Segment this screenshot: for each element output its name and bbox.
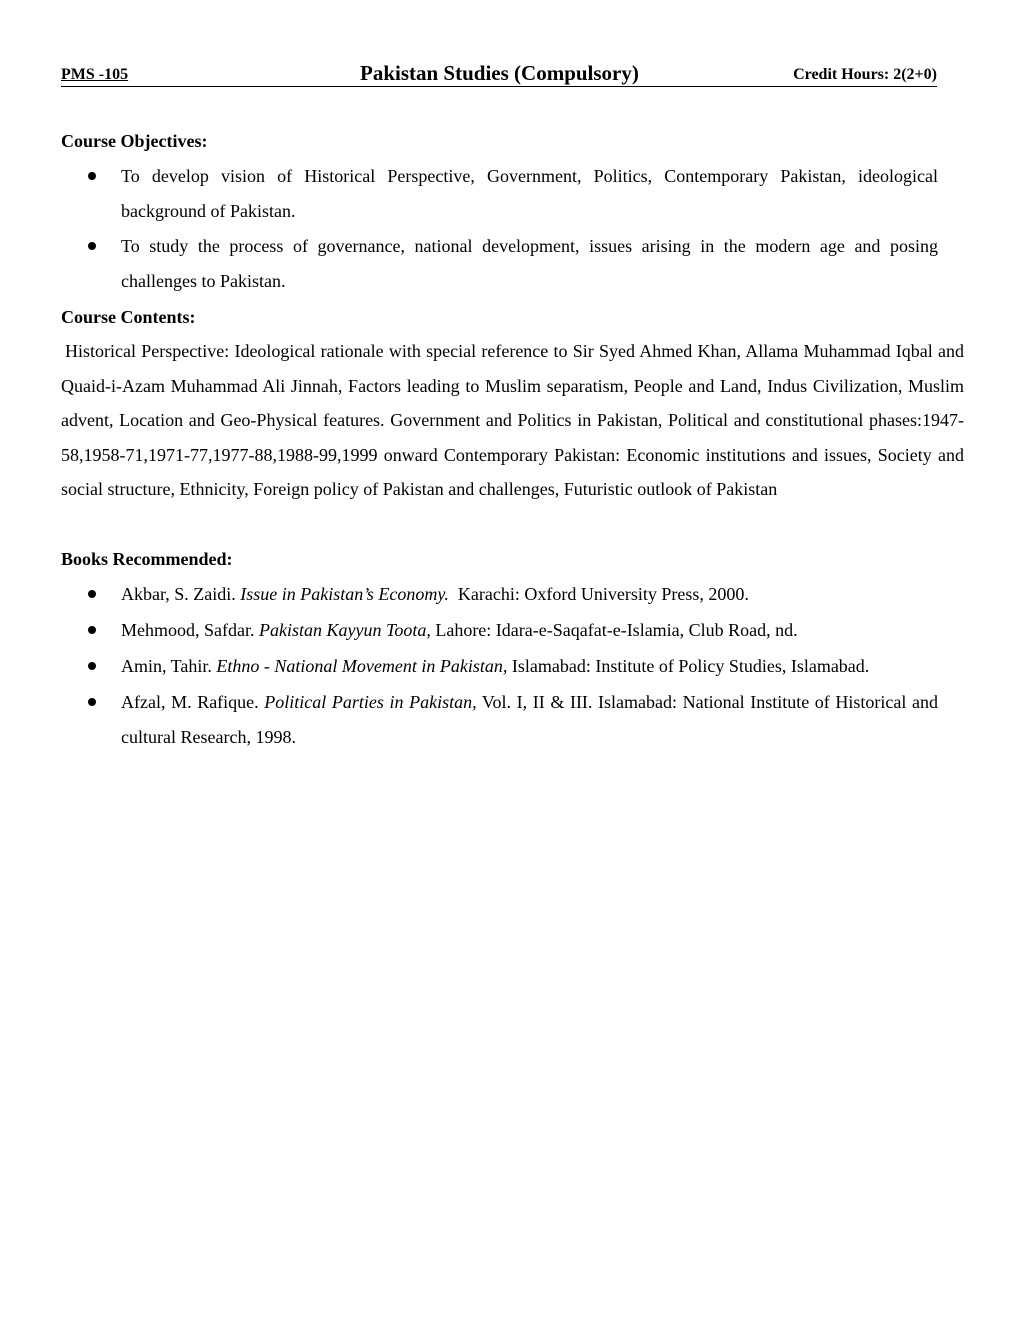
- books-heading: Books Recommended:: [61, 549, 233, 569]
- list-item: [88, 685, 938, 755]
- objectives-heading: Course Objectives:: [61, 131, 208, 151]
- list-item: [88, 577, 938, 612]
- objective-text: To study the process of governance, national development, issues arising in the modern age and posing challenges to Pakistan.: [121, 236, 938, 291]
- credit-hours: Credit Hours: 2(2+0): [793, 66, 937, 83]
- course-code: PMS -105: [61, 66, 129, 83]
- bullet-icon: [88, 590, 96, 598]
- bullet-icon: [88, 626, 96, 634]
- course-title: Pakistan Studies (Compulsory): [360, 61, 639, 85]
- book-title: Political Parties in Pakistan,: [264, 692, 477, 712]
- bullet-icon: [88, 662, 96, 670]
- list-item: [88, 613, 938, 648]
- objectives-list: [88, 159, 938, 299]
- book-publisher: Islamabad: Institute of Policy Studies, Islamabad.: [511, 656, 870, 676]
- book-author: Afzal, M. Rafique.: [121, 692, 259, 712]
- book-publisher: Lahore: Idara-e-Saqafat-e-Islamia, Club Road, nd.: [435, 620, 798, 640]
- book-title: Ethno - National Movement in Pakistan,: [216, 656, 508, 676]
- book-title: Pakistan Kayyun Toota,: [258, 620, 431, 640]
- bullet-icon: [88, 172, 96, 180]
- book-author: Akbar, S. Zaidi.: [121, 584, 236, 604]
- list-item: [88, 649, 938, 684]
- list-item: [88, 159, 938, 229]
- page-header: [61, 56, 937, 87]
- contents-heading: Course Contents:: [61, 307, 196, 327]
- book-author: Amin, Tahir.: [121, 656, 212, 676]
- book-author: Mehmood, Safdar.: [121, 620, 255, 640]
- objective-text: To develop vision of Historical Perspective, Government, Politics, Contemporary Pakistan, ideological background of Pakistan.: [121, 166, 938, 221]
- book-title: Issue in Pakistan’s Economy.: [240, 584, 449, 604]
- bullet-icon: [88, 242, 96, 250]
- books-list: [88, 577, 938, 755]
- book-publisher: Karachi: Oxford University Press, 2000.: [457, 584, 749, 604]
- book-publisher: Vol. I, II & III. Islamabad: National Institute of Historical and cultural Research, 1998.: [121, 692, 938, 747]
- bullet-icon: [88, 698, 96, 706]
- contents-paragraph: Historical Perspective: Ideological rationale with special reference to Sir Syed Ahmed Khan, Allama Muhammad Iqbal and Quaid-i-Azam Muhammad Ali Jinnah, Factors leading to Muslim separatism, People and Land, Indus Civilization, Muslim advent, Location and Geo-Physical features. Government and Politics in Pakistan, Political and constitutional phases:1947-58,1958-71,1971-77,1977-88,1988-99,1999 onward Contemporary Pakistan: Economic institutions and issues, Society and social structure, Ethnicity, Foreign policy of Pakistan and challenges, Futuristic outlook of Pakistan: [61, 341, 964, 500]
- list-item: [88, 229, 938, 299]
